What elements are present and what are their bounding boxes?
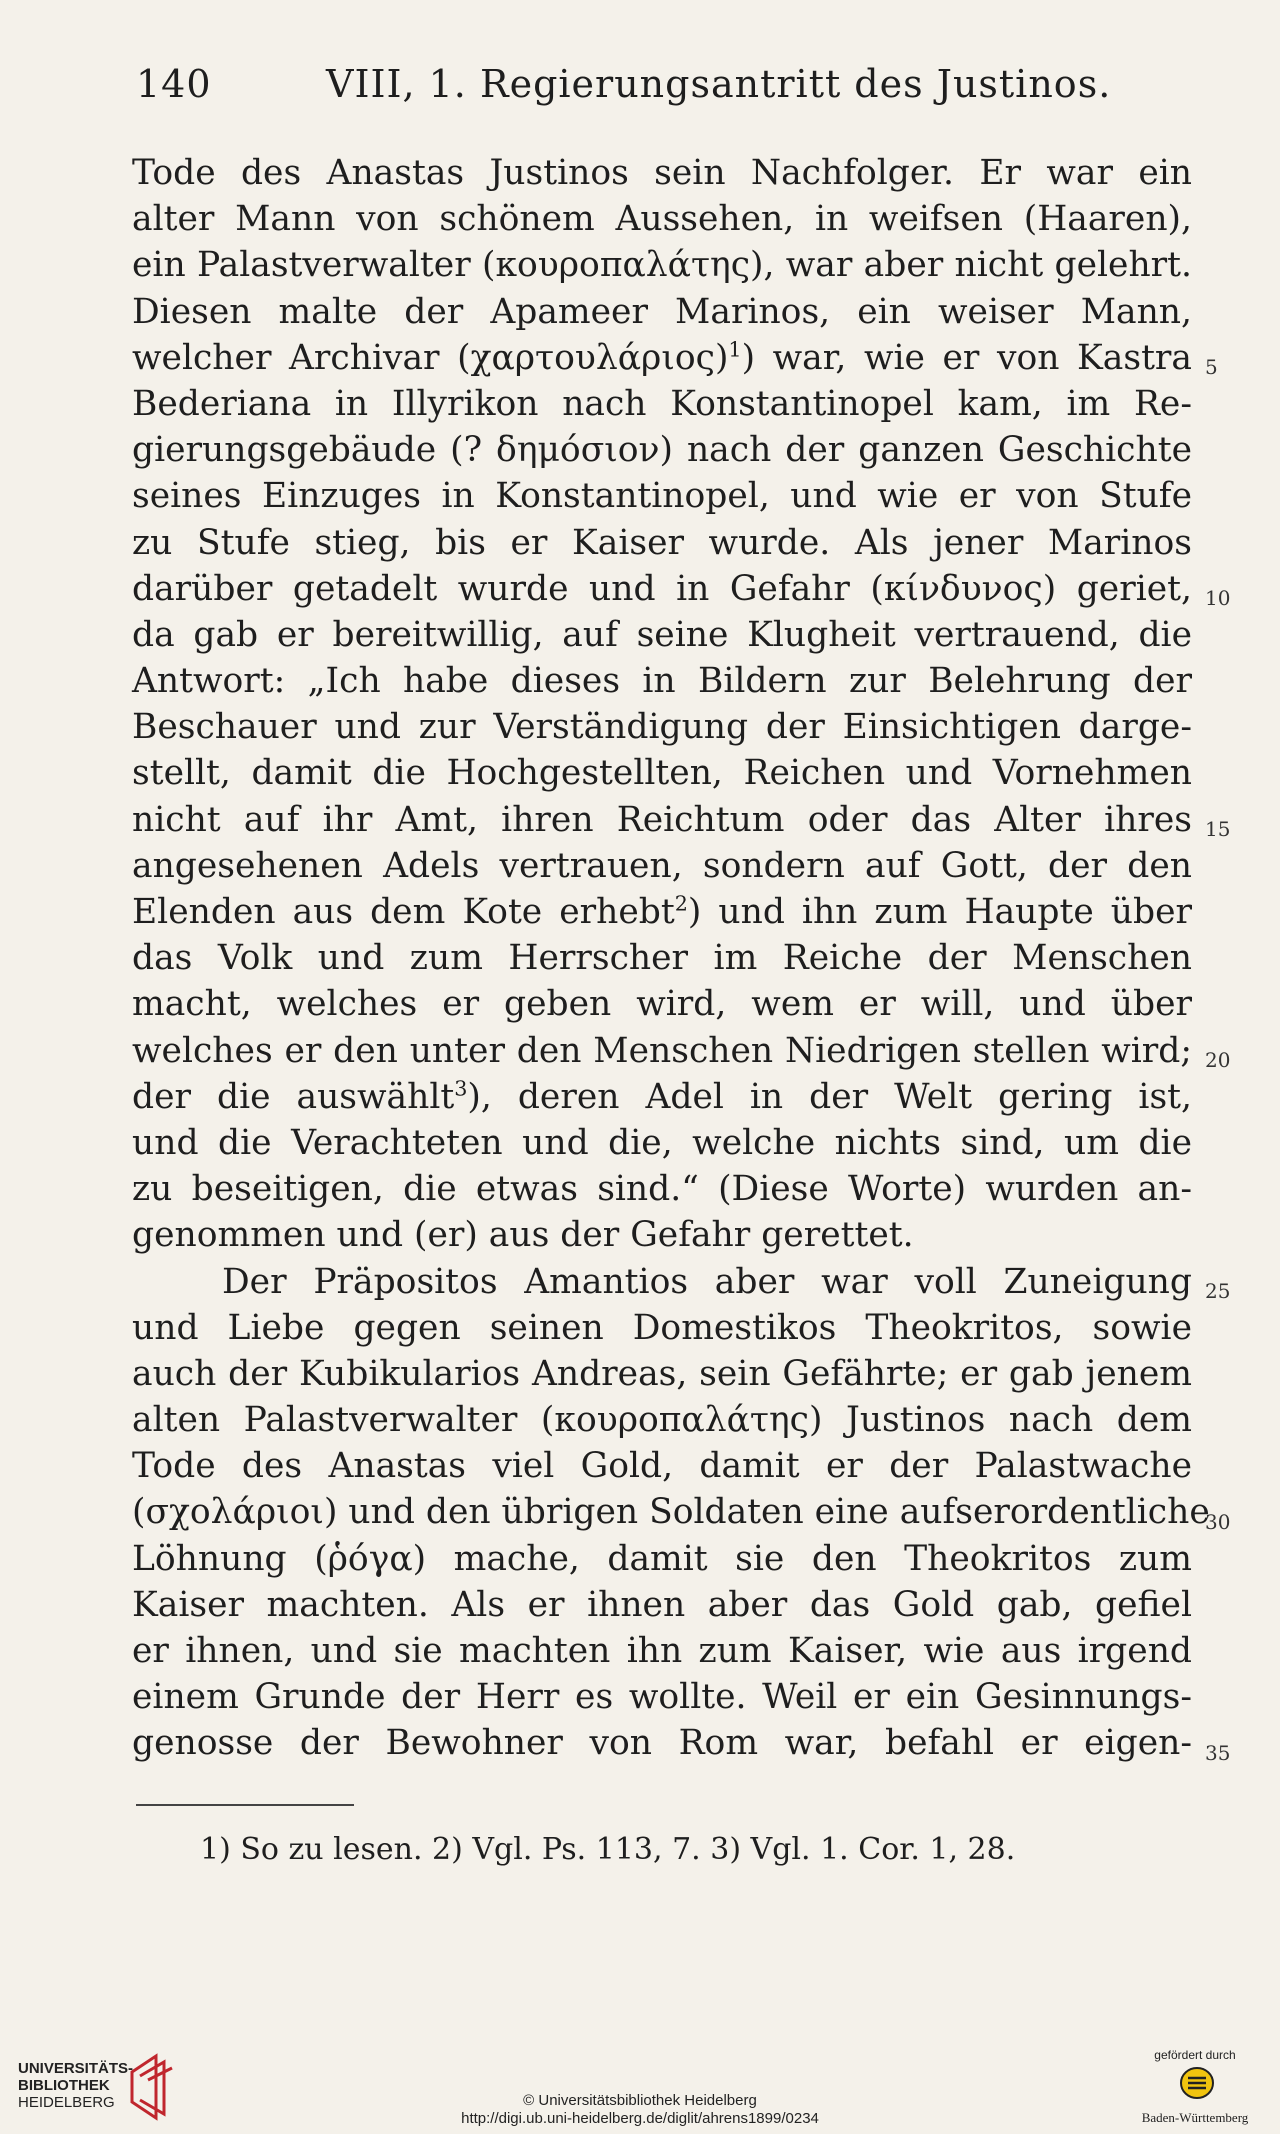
text-line: Beschauer und zur Verständigung der Einsichtigen darge- bbox=[132, 707, 1192, 748]
text-line: angesehenen Adels vertrauen, sondern auf Gott, der den bbox=[132, 845, 1192, 886]
page-number: 140 bbox=[136, 62, 212, 106]
text-segment: Elenden aus dem Kote erhebt bbox=[132, 892, 675, 932]
line-number: 10 bbox=[1205, 586, 1231, 610]
text-line: nicht auf ihr Amt, ihren Reichtum oder das Alter ihres bbox=[132, 799, 1192, 840]
line-number: 30 bbox=[1205, 1510, 1231, 1534]
text-line: er ihnen, und sie machten ihn zum Kaiser, wie aus irgend bbox=[132, 1631, 1192, 1671]
text-line: auch der Kubikularios Andreas, sein Gefährte; er gab jenem bbox=[132, 1353, 1192, 1394]
text-line: alten Palastverwalter (κουροπαλάτης) Justinos nach dem bbox=[132, 1400, 1192, 1441]
text-line: Der Präpositos Amantios aber war voll Zuneigung bbox=[222, 1261, 1192, 1302]
text-line: zu beseitigen, die etwas sind.“ (Diese Worte) wurden an- bbox=[132, 1169, 1192, 1210]
text-line bbox=[132, 1074, 1192, 1120]
text-line: und die Verachteten und die, welche nichts sind, um die bbox=[132, 1122, 1192, 1163]
text-segment: ), deren Adel in der Welt gering ist, bbox=[467, 1076, 1192, 1117]
line-number: 20 bbox=[1205, 1048, 1231, 1072]
line-number: 5 bbox=[1205, 355, 1218, 379]
line-number: 15 bbox=[1205, 817, 1231, 841]
text-line: genommen und (er) aus der Gefahr gerettet. bbox=[132, 1215, 914, 1256]
text-line: stellt, damit die Hochgestellten, Reichen und Vornehmen bbox=[132, 753, 1192, 794]
funded-by-text: gefördert durch bbox=[1154, 2048, 1236, 2062]
text-line: da gab er bereitwillig, auf seine Klugheit vertrauend, die bbox=[132, 614, 1192, 655]
library-name-line: BIBLIOTHEK bbox=[18, 2077, 110, 2094]
text-segment: der die auswählt bbox=[132, 1076, 455, 1117]
line-number: 25 bbox=[1205, 1279, 1231, 1303]
main-text bbox=[132, 150, 1210, 1767]
footer-credits bbox=[0, 2092, 1280, 2128]
text-segment: ) war, wie er von Kastra bbox=[741, 337, 1192, 378]
text-line: Diesen malte der Apameer Marinos, ein weiser Mann, bbox=[132, 291, 1192, 332]
footnote-marker: 1 bbox=[728, 337, 742, 362]
library-name-line: HEIDELBERG bbox=[18, 2094, 115, 2111]
text-line: Kaiser machten. Als er ihnen aber das Gold gab, gefiel bbox=[132, 1584, 1192, 1625]
permalink[interactable]: http://digi.ub.uni-heidelberg.de/diglit/ahrens1899/0234 bbox=[461, 2110, 819, 2127]
text-line: gierungsgebäude (? δημόσιον) nach der ganzen Geschichte bbox=[132, 430, 1192, 471]
text-line: und Liebe gegen seinen Domestikos Theokritos, sowie bbox=[132, 1307, 1192, 1348]
footnote-marker: 2 bbox=[674, 891, 688, 916]
text-line: welches er den unter den Menschen Niedrigen stellen wird; bbox=[132, 1030, 1192, 1071]
text-line: Antwort: „Ich habe dieses in Bildern zur Belehrung der bbox=[132, 661, 1192, 702]
library-name-line: UNIVERSITÄTS- bbox=[18, 2060, 134, 2077]
text-line: einem Grunde der Herr es wollte. Weil er ein Gesinnungs- bbox=[132, 1677, 1192, 1718]
text-segment: welcher Archivar (χαρτουλάριος) bbox=[132, 337, 729, 378]
text-line: alter Mann von schönem Aussehen, in weifsen (Haaren), bbox=[132, 199, 1192, 240]
text-line: genosse der Bewohner von Rom war, befahl er eigen- bbox=[132, 1723, 1192, 1764]
text-line bbox=[132, 335, 1192, 381]
text-line: Löhnung (ῥόγα) mache, damit sie den Theokritos zum bbox=[132, 1538, 1192, 1579]
footnote-rule bbox=[136, 1804, 354, 1806]
text-line: zu Stufe stieg, bis er Kaiser wurde. Als jener Marinos bbox=[132, 522, 1192, 563]
running-title: VIII, 1. Regierungsantritt des Justinos. bbox=[326, 62, 1112, 106]
line-number: 35 bbox=[1205, 1741, 1231, 1765]
footnotes: 1) So zu lesen. 2) Vgl. Ps. 113, 7. 3) Vgl. 1. Cor. 1, 28. bbox=[200, 1832, 1016, 1867]
text-line: macht, welches er geben wird, wem er will, und über bbox=[132, 984, 1192, 1025]
funder-name: Baden-Württemberg bbox=[1141, 2110, 1249, 2125]
text-line: Tode des Anastas viel Gold, damit er der Palastwache bbox=[132, 1446, 1192, 1487]
copyright-text: © Universitätsbibliothek Heidelberg bbox=[523, 2092, 757, 2109]
text-line: Bederiana in Illyrikon nach Konstantinopel kam, im Re- bbox=[132, 383, 1192, 424]
footnote-marker: 3 bbox=[454, 1076, 468, 1101]
state-seal-icon bbox=[1180, 2066, 1214, 2100]
text-line: darüber getadelt wurde und in Gefahr (κίνδυνος) geriet, bbox=[132, 568, 1192, 609]
text-line: ein Palastverwalter (κουροπαλάτης), war aber nicht gelehrt. bbox=[132, 245, 1192, 286]
text-line: Tode des Anastas Justinos sein Nachfolger. Er war ein bbox=[132, 153, 1192, 193]
text-line: (σχολάριοι) und den übrigen Soldaten eine aufserordentliche bbox=[132, 1492, 1210, 1533]
text-line: das Volk und zum Herrscher im Reiche der Menschen bbox=[132, 938, 1192, 979]
text-line: seines Einzuges in Konstantinopel, und wie er von Stufe bbox=[132, 476, 1192, 517]
text-segment: ) und ihn zum Haupte über bbox=[687, 892, 1192, 932]
text-line bbox=[132, 889, 1192, 935]
